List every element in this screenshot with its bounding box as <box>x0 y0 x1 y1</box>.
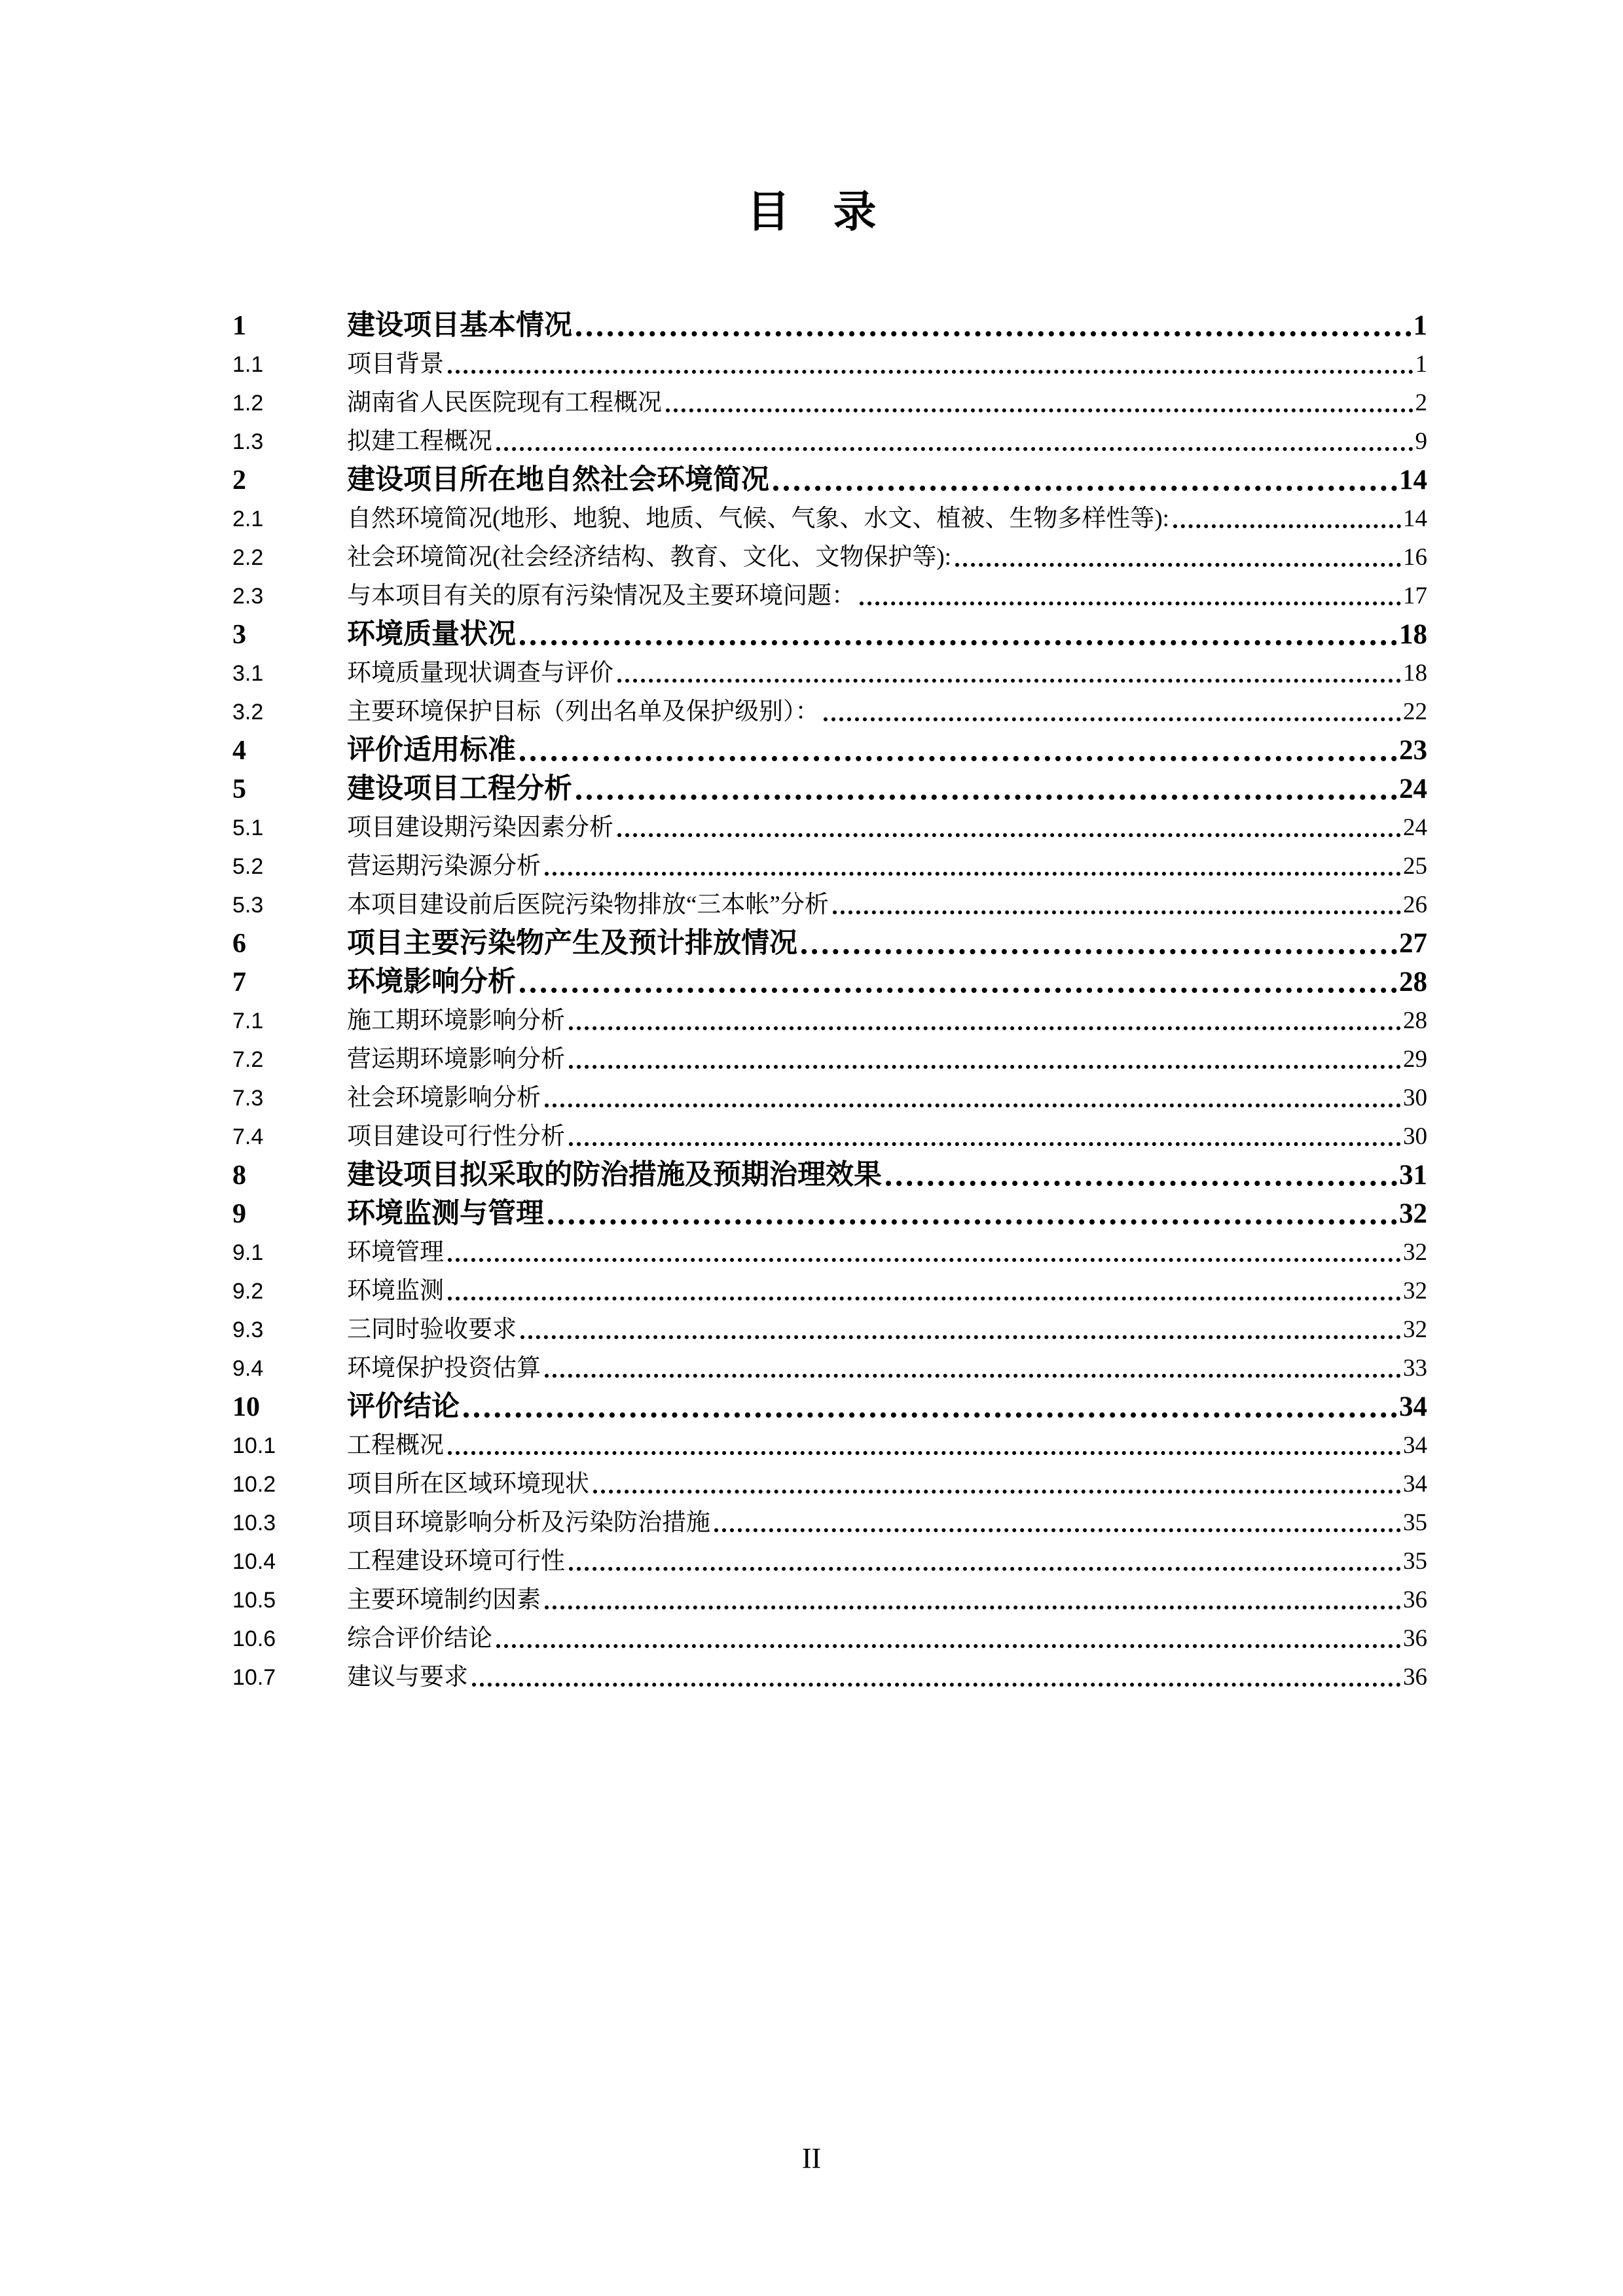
toc-entry-number: 10.6 <box>232 1626 276 1651</box>
dot-leader <box>472 1683 1401 1687</box>
toc-entry-page: 34 <box>1399 1391 1427 1422</box>
toc-entry-4 <box>232 731 1427 770</box>
toc-entry-number: 9.3 <box>232 1318 264 1342</box>
toc-entry-page: 25 <box>1403 853 1427 880</box>
toc-entry-label: 项目建设可行性分析 <box>347 1123 565 1150</box>
toc-entry-label: 环境监测与管理 <box>347 1198 544 1229</box>
toc-entry-page: 32 <box>1403 1316 1427 1343</box>
toc-entry-7 <box>232 963 1427 1001</box>
toc-entry-page: 29 <box>1403 1046 1427 1073</box>
toc-entry-label: 建设项目拟采取的防治措施及预期治理效果 <box>347 1160 882 1191</box>
toc-entry-number: 10.5 <box>232 1588 276 1613</box>
toc-entry-label: 评价结论 <box>347 1391 460 1422</box>
toc-entry-label: 营运期环境影响分析 <box>347 1046 565 1073</box>
toc-entry-label: 项目建设期污染因素分析 <box>347 814 613 841</box>
toc-entry-page: 9 <box>1415 428 1427 455</box>
toc-entry-2.3 <box>232 577 1427 615</box>
toc-entry-10 <box>232 1388 1427 1426</box>
toc-entry-number: 7.1 <box>232 1009 264 1033</box>
toc-entry-page: 32 <box>1399 1198 1427 1229</box>
toc-entry-page: 17 <box>1403 583 1427 609</box>
dot-leader <box>448 1297 1401 1300</box>
toc-entry-page: 14 <box>1403 505 1427 532</box>
toc-entry-number: 1.3 <box>232 429 264 454</box>
toc-entry-10.3 <box>232 1503 1427 1542</box>
toc-entry-number: 1.2 <box>232 391 264 416</box>
toc-entry-page: 2 <box>1415 389 1427 416</box>
toc-entry-page: 36 <box>1403 1587 1427 1613</box>
toc-entry-page: 1 <box>1415 351 1427 378</box>
dot-leader <box>576 331 1412 336</box>
toc-entry-number: 10.1 <box>232 1433 276 1458</box>
toc-entry-label: 项目背景 <box>347 351 444 378</box>
toc-entry-1.2 <box>232 384 1427 422</box>
toc-entry-label: 湖南省人民医院现有工程概况 <box>347 389 662 416</box>
toc-entry-page: 36 <box>1403 1625 1427 1652</box>
toc-entry-page: 28 <box>1399 967 1427 997</box>
toc-entry-7.3 <box>232 1079 1427 1117</box>
toc-entry-1.1 <box>232 345 1427 384</box>
toc-entry-page: 32 <box>1403 1278 1427 1304</box>
toc-entry-number: 5.1 <box>232 816 264 840</box>
toc-entry-page: 14 <box>1399 465 1427 495</box>
toc-entry-9.1 <box>232 1233 1427 1272</box>
toc-entry-10.6 <box>232 1619 1427 1658</box>
dot-leader <box>666 408 1413 412</box>
toc-entry-10.7 <box>232 1658 1427 1696</box>
toc-entry-number: 3.2 <box>232 700 264 725</box>
toc-entry-number: 8 <box>232 1160 246 1191</box>
toc-entry-label: 项目环境影响分析及污染防治措施 <box>347 1509 710 1536</box>
toc-entry-7.2 <box>232 1040 1427 1079</box>
toc-entry-5.1 <box>232 808 1427 847</box>
dot-leader <box>545 1103 1401 1107</box>
toc-entry-number: 5 <box>232 774 246 804</box>
dot-leader <box>833 910 1401 914</box>
dot-leader <box>860 601 1401 605</box>
toc-entry-label: 社会环境简况(社会经济结构、教育、文化、文物保护等): <box>347 544 951 571</box>
toc-entry-page: 34 <box>1403 1432 1427 1459</box>
toc-entry-page: 18 <box>1403 660 1427 687</box>
toc-entry-label: 施工期环境影响分析 <box>347 1007 565 1034</box>
toc-entry-page: 1 <box>1413 310 1427 341</box>
toc-entry-number: 2.1 <box>232 507 264 531</box>
toc-entry-9.2 <box>232 1272 1427 1310</box>
toc-entry-page: 24 <box>1403 814 1427 841</box>
dot-leader <box>569 1026 1401 1030</box>
toc-entry-label: 环境质量现状调查与评价 <box>347 660 613 687</box>
toc-entry-2 <box>232 461 1427 499</box>
dot-leader <box>448 1451 1401 1455</box>
toc-entry-9.4 <box>232 1349 1427 1388</box>
toc-entry-number: 10.3 <box>232 1511 276 1535</box>
dot-leader <box>464 1412 1397 1418</box>
dot-leader <box>569 1567 1401 1571</box>
toc-entry-label: 建设项目基本情况 <box>347 310 572 341</box>
toc-entry-number: 10 <box>232 1392 260 1422</box>
toc-entry-label: 环境影响分析 <box>347 967 516 997</box>
dot-leader <box>448 1258 1401 1262</box>
dot-leader <box>824 717 1402 721</box>
toc-entry-label: 评价适用标准 <box>347 735 516 766</box>
toc-entry-page: 30 <box>1403 1123 1427 1150</box>
toc-entry-number: 10.7 <box>232 1665 276 1690</box>
toc-entry-number: 2 <box>232 465 246 495</box>
toc-entry-label: 环境监测 <box>347 1278 444 1304</box>
toc-entry-number: 9.1 <box>232 1240 264 1265</box>
dot-leader <box>496 447 1413 451</box>
toc-entry-label: 与本项目有关的原有污染情况及主要环境问题： <box>347 583 856 609</box>
toc-entry-page: 36 <box>1403 1664 1427 1691</box>
dot-leader <box>520 1335 1401 1339</box>
toc-entry-label: 环境质量状况 <box>347 619 516 650</box>
dot-leader <box>714 1528 1401 1532</box>
dot-leader <box>448 370 1413 374</box>
toc-entry-label: 拟建工程概况 <box>347 428 492 455</box>
toc-entry-number: 7.2 <box>232 1047 264 1072</box>
toc-entry-page: 22 <box>1403 698 1427 725</box>
toc-entry-label: 社会环境影响分析 <box>347 1085 541 1111</box>
footer-page-number: II <box>801 2142 822 2174</box>
toc-entry-7.4 <box>232 1117 1427 1156</box>
toc-entry-number: 1 <box>232 311 246 341</box>
toc-entry-label: 项目主要污染物产生及预计排放情况 <box>347 928 797 959</box>
toc-entry-label: 项目所在区域环境现状 <box>347 1471 589 1498</box>
dot-leader <box>955 563 1401 567</box>
toc-entry-2.2 <box>232 538 1427 577</box>
dot-leader <box>773 486 1397 491</box>
toc-entry-label: 环境保护投资估算 <box>347 1355 541 1382</box>
toc-entry-label: 综合评价结论 <box>347 1625 492 1652</box>
dot-leader <box>593 1490 1401 1494</box>
table-of-contents <box>232 306 1427 1696</box>
toc-entry-page: 16 <box>1403 544 1427 571</box>
dot-leader <box>1173 524 1401 528</box>
toc-entry-page: 34 <box>1403 1471 1427 1498</box>
toc-entry-page: 28 <box>1403 1007 1427 1034</box>
toc-entry-page: 35 <box>1403 1509 1427 1536</box>
dot-leader <box>617 679 1401 683</box>
toc-entry-7.1 <box>232 1001 1427 1040</box>
toc-entry-number: 10.2 <box>232 1472 276 1497</box>
toc-entry-page: 27 <box>1399 928 1427 959</box>
toc-entry-number: 5.3 <box>232 893 264 918</box>
toc-entry-page: 24 <box>1399 774 1427 804</box>
toc-entry-page: 26 <box>1403 891 1427 918</box>
toc-entry-9 <box>232 1194 1427 1233</box>
dot-leader <box>520 988 1397 993</box>
toc-entry-number: 7.3 <box>232 1086 264 1111</box>
toc-entry-page: 31 <box>1399 1160 1427 1191</box>
toc-entry-number: 7.4 <box>232 1124 264 1149</box>
toc-entry-number: 9.4 <box>232 1356 264 1381</box>
toc-entry-5.3 <box>232 886 1427 924</box>
toc-entry-number: 3 <box>232 620 246 650</box>
toc-entry-10.1 <box>232 1426 1427 1465</box>
toc-entry-number: 9.2 <box>232 1279 264 1304</box>
toc-entry-number: 1.1 <box>232 352 264 377</box>
toc-entry-10.4 <box>232 1542 1427 1581</box>
toc-entry-label: 自然环境简况(地形、地貌、地质、气候、气象、水文、植被、生物多样性等): <box>347 505 1169 532</box>
toc-entry-label: 建设项目所在地自然社会环境简况 <box>347 465 769 495</box>
dot-leader <box>545 872 1401 876</box>
toc-entry-3.1 <box>232 654 1427 692</box>
toc-entry-8 <box>232 1156 1427 1194</box>
dot-leader <box>548 1219 1397 1225</box>
dot-leader <box>520 756 1397 761</box>
toc-entry-page: 32 <box>1403 1239 1427 1266</box>
toc-entry-number: 6 <box>232 929 246 959</box>
dot-leader <box>569 1065 1401 1069</box>
toc-entry-number: 4 <box>232 736 246 766</box>
toc-entry-1.3 <box>232 422 1427 461</box>
toc-entry-label: 主要环境制约因素 <box>347 1587 541 1613</box>
dot-leader <box>545 1605 1401 1609</box>
dot-leader <box>520 640 1397 645</box>
dot-leader <box>496 1644 1401 1648</box>
toc-entry-number: 5.2 <box>232 854 264 879</box>
page-title: 目 录 <box>746 188 877 236</box>
toc-entry-label: 本项目建设前后医院污染物排放“三本帐”分析 <box>347 891 829 918</box>
toc-entry-page: 30 <box>1403 1085 1427 1111</box>
toc-entry-label: 建设项目工程分析 <box>347 774 572 804</box>
toc-entry-label: 建议与要求 <box>347 1664 468 1691</box>
toc-entry-number: 7 <box>232 967 246 997</box>
toc-entry-3.2 <box>232 692 1427 731</box>
dot-leader <box>801 949 1397 954</box>
toc-entry-page: 18 <box>1399 619 1427 650</box>
toc-entry-6 <box>232 924 1427 963</box>
toc-entry-label: 主要环境保护目标（列出名单及保护级别）： <box>347 698 820 725</box>
toc-entry-number: 3.1 <box>232 661 264 686</box>
toc-entry-5 <box>232 770 1427 808</box>
toc-entry-page: 35 <box>1403 1548 1427 1575</box>
toc-entry-3 <box>232 615 1427 654</box>
toc-entry-9.3 <box>232 1310 1427 1349</box>
toc-entry-label: 工程概况 <box>347 1432 444 1459</box>
toc-entry-number: 2.2 <box>232 545 264 570</box>
toc-entry-number: 2.3 <box>232 584 264 609</box>
toc-entry-number: 9 <box>232 1199 246 1229</box>
toc-entry-label: 工程建设环境可行性 <box>347 1548 565 1575</box>
toc-entry-label: 三同时验收要求 <box>347 1316 517 1343</box>
toc-entry-page: 23 <box>1399 735 1427 766</box>
dot-leader <box>886 1181 1397 1186</box>
toc-entry-5.2 <box>232 847 1427 886</box>
dot-leader <box>617 833 1401 837</box>
toc-entry-label: 营运期污染源分析 <box>347 853 541 880</box>
toc-entry-label: 环境管理 <box>347 1239 444 1266</box>
dot-leader <box>576 795 1397 800</box>
toc-entry-number: 10.4 <box>232 1549 276 1574</box>
dot-leader <box>569 1142 1401 1146</box>
toc-entry-10.5 <box>232 1581 1427 1619</box>
toc-entry-10.2 <box>232 1465 1427 1503</box>
dot-leader <box>545 1374 1401 1378</box>
toc-entry-2.1 <box>232 499 1427 538</box>
toc-entry-1 <box>232 306 1427 345</box>
toc-entry-page: 33 <box>1403 1355 1427 1382</box>
